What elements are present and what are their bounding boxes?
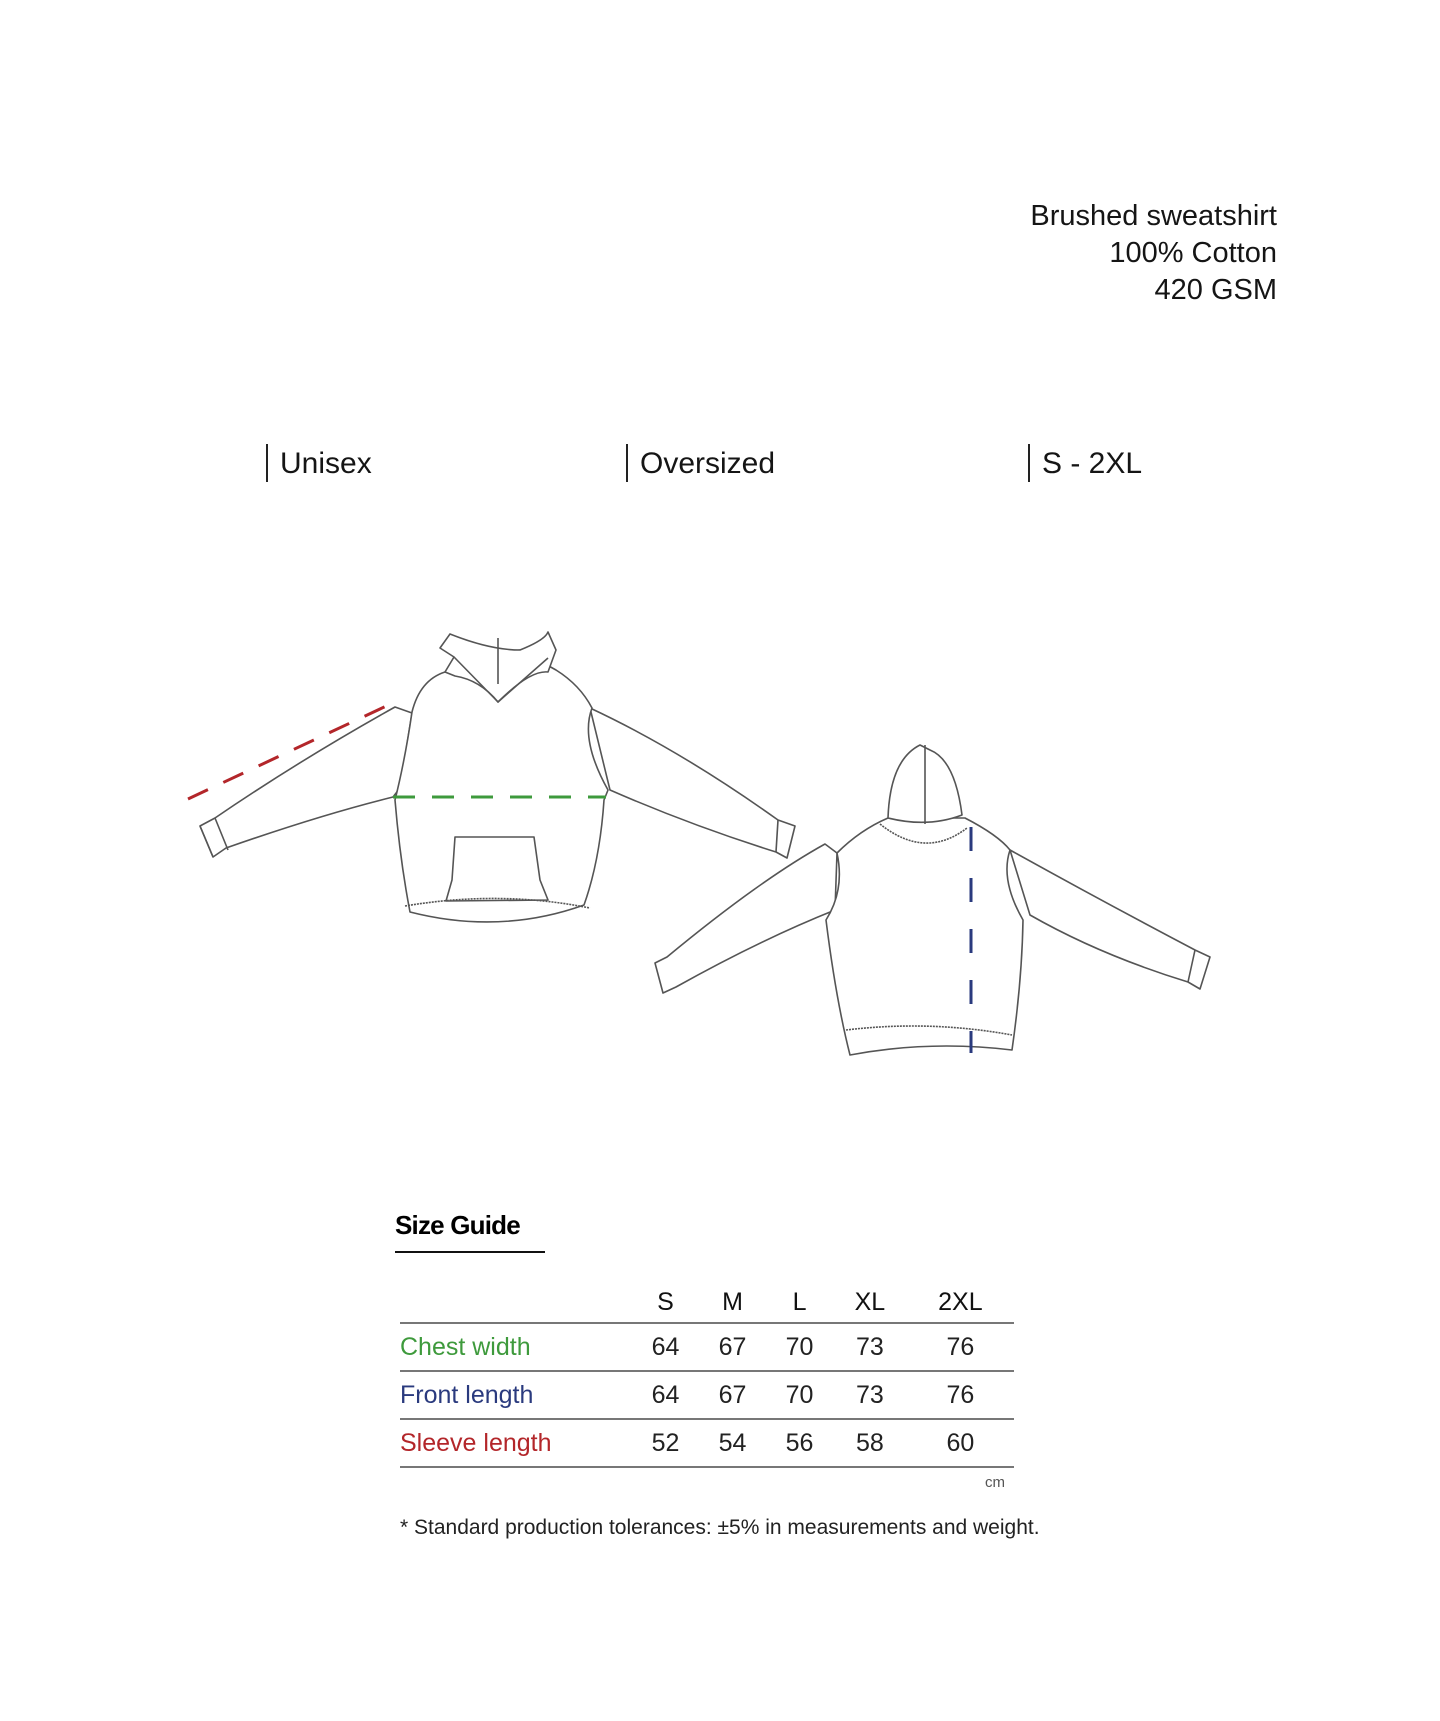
table-cell: 70 — [766, 1371, 833, 1419]
hoodie-front-icon — [200, 632, 795, 922]
table-cell: 58 — [833, 1419, 907, 1467]
table-cell: 67 — [699, 1371, 766, 1419]
table-row-front — [400, 1371, 1014, 1419]
table-cell: 70 — [766, 1323, 833, 1371]
table-cell: 52 — [632, 1419, 699, 1467]
header-size-s: S — [632, 1285, 699, 1323]
table-cell: 67 — [699, 1323, 766, 1371]
table-cell: 64 — [632, 1323, 699, 1371]
attribute-size-range: S - 2XL — [1028, 444, 1142, 482]
table-header-row — [400, 1285, 1014, 1323]
row-label-sleeve-length: Sleeve length — [400, 1419, 632, 1467]
header-blank — [400, 1285, 632, 1323]
table-cell: 73 — [833, 1323, 907, 1371]
size-guide-table — [400, 1285, 1014, 1468]
attribute-gender: Unisex — [266, 444, 372, 482]
row-label-front-length: Front length — [400, 1371, 632, 1419]
table-row-sleeve — [400, 1419, 1014, 1467]
hoodie-back-icon — [655, 745, 1210, 1055]
unit-label: cm — [985, 1474, 1005, 1491]
spec-weight: 420 GSM — [1154, 274, 1277, 306]
table-cell: 64 — [632, 1371, 699, 1419]
header-size-2xl: 2XL — [907, 1285, 1014, 1323]
header-size-m: M — [699, 1285, 766, 1323]
size-guide-underline — [395, 1251, 545, 1253]
header-size-l: L — [766, 1285, 833, 1323]
spec-fabric: Brushed sweatshirt — [1030, 200, 1277, 232]
spec-material: 100% Cotton — [1109, 237, 1277, 269]
table-cell: 60 — [907, 1419, 1014, 1467]
tolerance-footnote: * Standard production tolerances: ±5% in measurements and weight. — [400, 1516, 1040, 1539]
row-label-chest-width: Chest width — [400, 1323, 632, 1371]
header-size-xl: XL — [833, 1285, 907, 1323]
attribute-fit: Oversized — [626, 444, 775, 482]
table-cell: 56 — [766, 1419, 833, 1467]
table-cell: 76 — [907, 1371, 1014, 1419]
table-cell: 73 — [833, 1371, 907, 1419]
table-row-chest — [400, 1323, 1014, 1371]
table-cell: 54 — [699, 1419, 766, 1467]
size-guide-title: Size Guide — [395, 1210, 520, 1240]
table-cell: 76 — [907, 1323, 1014, 1371]
